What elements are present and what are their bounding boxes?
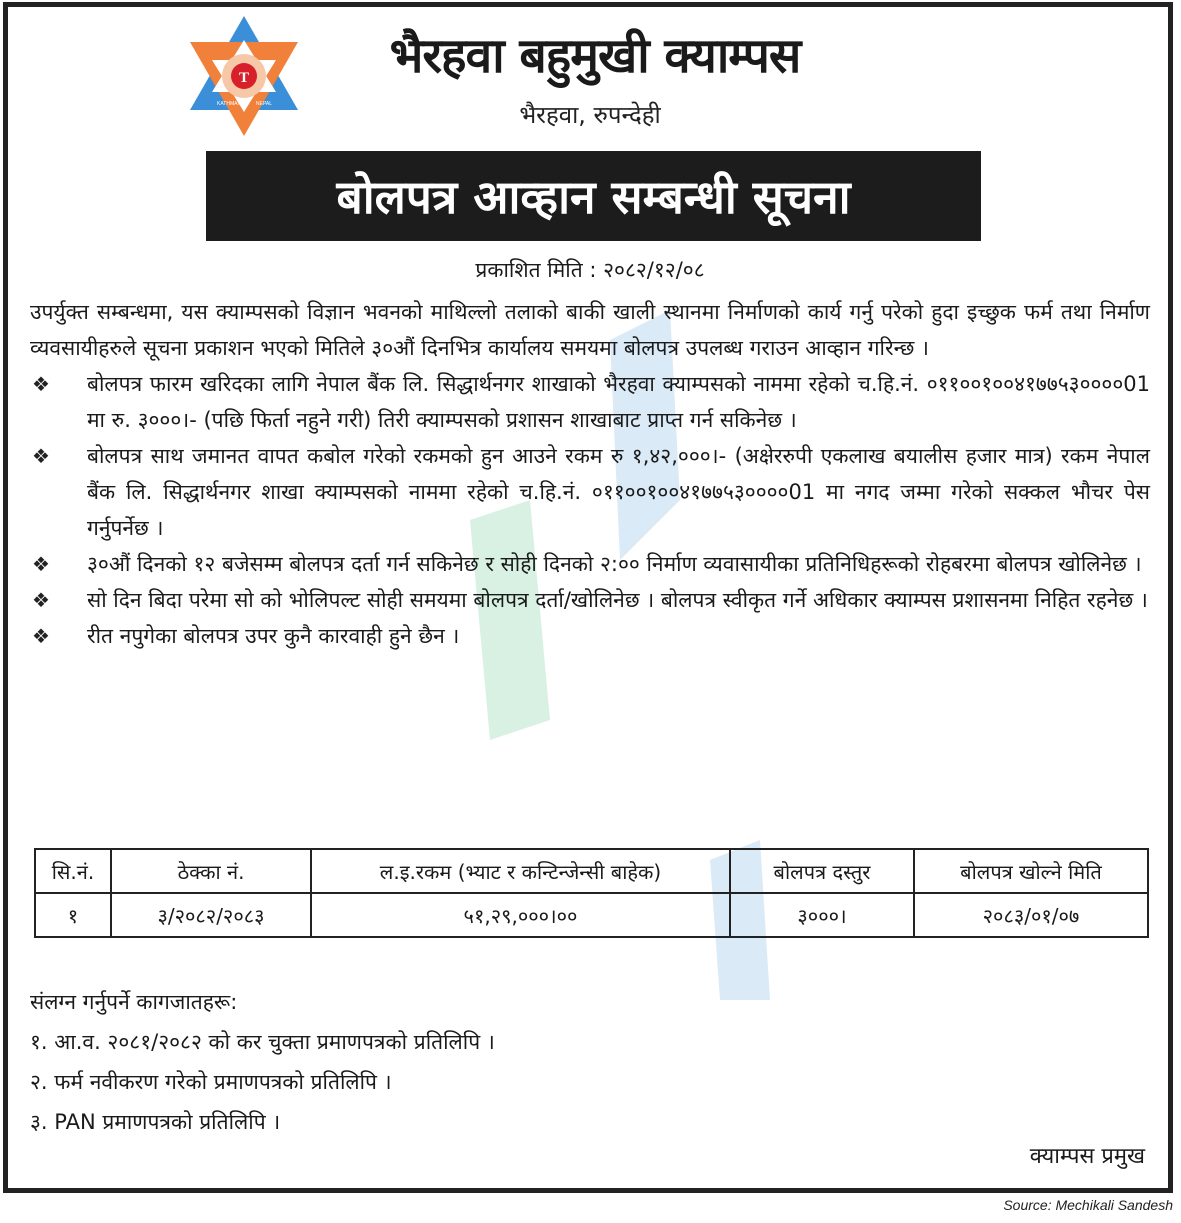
required-documents: [30, 982, 495, 1142]
header-estimated-amount: ल.इ.रकम (भ्याट र कन्टिन्जेन्सी बाहेक): [311, 849, 730, 893]
table-row: [35, 893, 1148, 937]
intro-paragraph: उपर्युक्त सम्बन्धमा, यस क्याम्पसको विज्ञान भवनको माथिल्लो तलाको बाकी खाली स्थानमा निर्माणको कार्य गर्नु परेको हुदा इच्छुक फर्म तथा निर्माण व्यवसायीहरुले सूचना प्रकाशन भएको मितिले ३०औं दिनभित्र कार्यालय समयमा बोलपत्र उपलब्ध गराउन आव्हान गरिन्छ ।: [30, 300, 1150, 360]
institution-location: भैरहवा, रुपन्देही: [519, 101, 661, 129]
published-date-value: २०८२/१२/०८: [603, 258, 705, 282]
condition-item: [30, 546, 1150, 582]
cell-estimated-amount: ५१,२९,०००।००: [311, 893, 730, 937]
tribhuvan-university-logo: [184, 14, 304, 138]
notice-title: बोलपत्र आव्हान सम्बन्धी सूचना: [336, 170, 851, 224]
document-item: २. फर्म नवीकरण गरेको प्रमाणपत्रको प्रतिलिपि ।: [30, 1070, 392, 1094]
tender-table: [34, 848, 1149, 938]
diamond-bullet-icon: ❖: [32, 552, 50, 576]
document-item: १. आ.व. २०८१/२०८२ को कर चुक्ता प्रमाणपत्रको प्रतिलिपि ।: [30, 1030, 495, 1054]
published-date-label: प्रकाशित मिति :: [475, 258, 597, 282]
condition-item: [30, 366, 1150, 438]
diamond-bullet-icon: ❖: [32, 588, 50, 612]
condition-text: ३०औं दिनको १२ बजेसम्म बोलपत्र दर्ता गर्न सकिनेछ र सोही दिनको २:०० निर्माण व्यवासायीका प्रतिनिधिहरूको रोहबरमा बोलपत्र खोलिनेछ ।: [87, 552, 1142, 576]
diamond-bullet-icon: ❖: [32, 372, 50, 396]
condition-text: बोलपत्र फारम खरिदका लागि नेपाल बैंक लि. सिद्धार्थनगर शाखाको भैरहवा क्याम्पसको नाममा रहेको च.हि.नं. ०११००१००४१७७५३००००01 मा रु. ३०००।- (पछि फिर्ता नहुने गरी) तिरी क्याम्पसको प्रशासन शाखाबाट प्राप्त गर्न सकिनेछ ।: [87, 372, 1150, 432]
header-opening-date: बोलपत्र खोल्ने मिति: [914, 849, 1148, 893]
header-bid-fee: बोलपत्र दस्तुर: [730, 849, 914, 893]
svg-text:KATHMANDU: KATHMANDU: [217, 101, 249, 107]
condition-item: [30, 438, 1150, 546]
header-contract-no: ठेक्का नं.: [111, 849, 311, 893]
published-date: [300, 256, 880, 284]
cell-bid-fee: ३०००।: [730, 893, 914, 937]
document-item: ३. PAN प्रमाणपत्रको प्रतिलिपि ।: [30, 1110, 281, 1134]
condition-text: रीत नपुगेका बोलपत्र उपर कुनै कारवाही हुने छैन ।: [87, 624, 460, 648]
condition-text: बोलपत्र साथ जमानत वापत कबोल गरेको रकमको हुन आउने रकम रु १,४२,०००।- (अक्षेररुपी एकलाख बयालीस हजार मात्र) रकम नेपाल बैंक लि. सिद्धार्थनगर शाखा क्याम्पसको नाममा रहेको च.हि.नं. ०११००१००४१७७५३००००01 मा नगद जम्मा गरेको सक्कल भौचर पेस गर्नुपर्नेछ ।: [87, 444, 1150, 540]
source-credit: Source: Mechikali Sandesh: [1003, 1197, 1173, 1213]
required-documents-title: संलग्न गर्नुपर्ने कागजातहरू:: [30, 990, 238, 1014]
svg-text:T: T: [238, 70, 250, 86]
table-header-row: [35, 849, 1148, 893]
conditions-list: [30, 366, 1150, 654]
signature-campus-chief: क्याम्पस प्रमुख: [1029, 1144, 1145, 1169]
svg-text:NEPAL: NEPAL: [256, 101, 273, 107]
condition-item: [30, 618, 1150, 654]
header-serial-no: सि.नं.: [35, 849, 111, 893]
diamond-bullet-icon: ❖: [32, 444, 50, 468]
condition-item: [30, 582, 1150, 618]
cell-opening-date: २०८३/०१/०७: [914, 893, 1148, 937]
cell-serial-no: १: [35, 893, 111, 937]
condition-text: सो दिन बिदा परेमा सो को भोलिपल्ट सोही समयमा बोलपत्र दर्ता/खोलिनेछ । बोलपत्र स्वीकृत गर्ने अधिकार क्याम्पस प्रशासनमा निहित रहनेछ ।: [87, 588, 1148, 612]
institution-name: भैरहवा बहुमुखी क्याम्पस: [389, 28, 801, 84]
cell-contract-no: ३/२०८२/२०८३: [111, 893, 311, 937]
diamond-bullet-icon: ❖: [32, 624, 50, 648]
required-documents-list: [30, 1022, 495, 1142]
notice-body: [30, 294, 1150, 654]
notice-title-banner: [206, 151, 981, 241]
